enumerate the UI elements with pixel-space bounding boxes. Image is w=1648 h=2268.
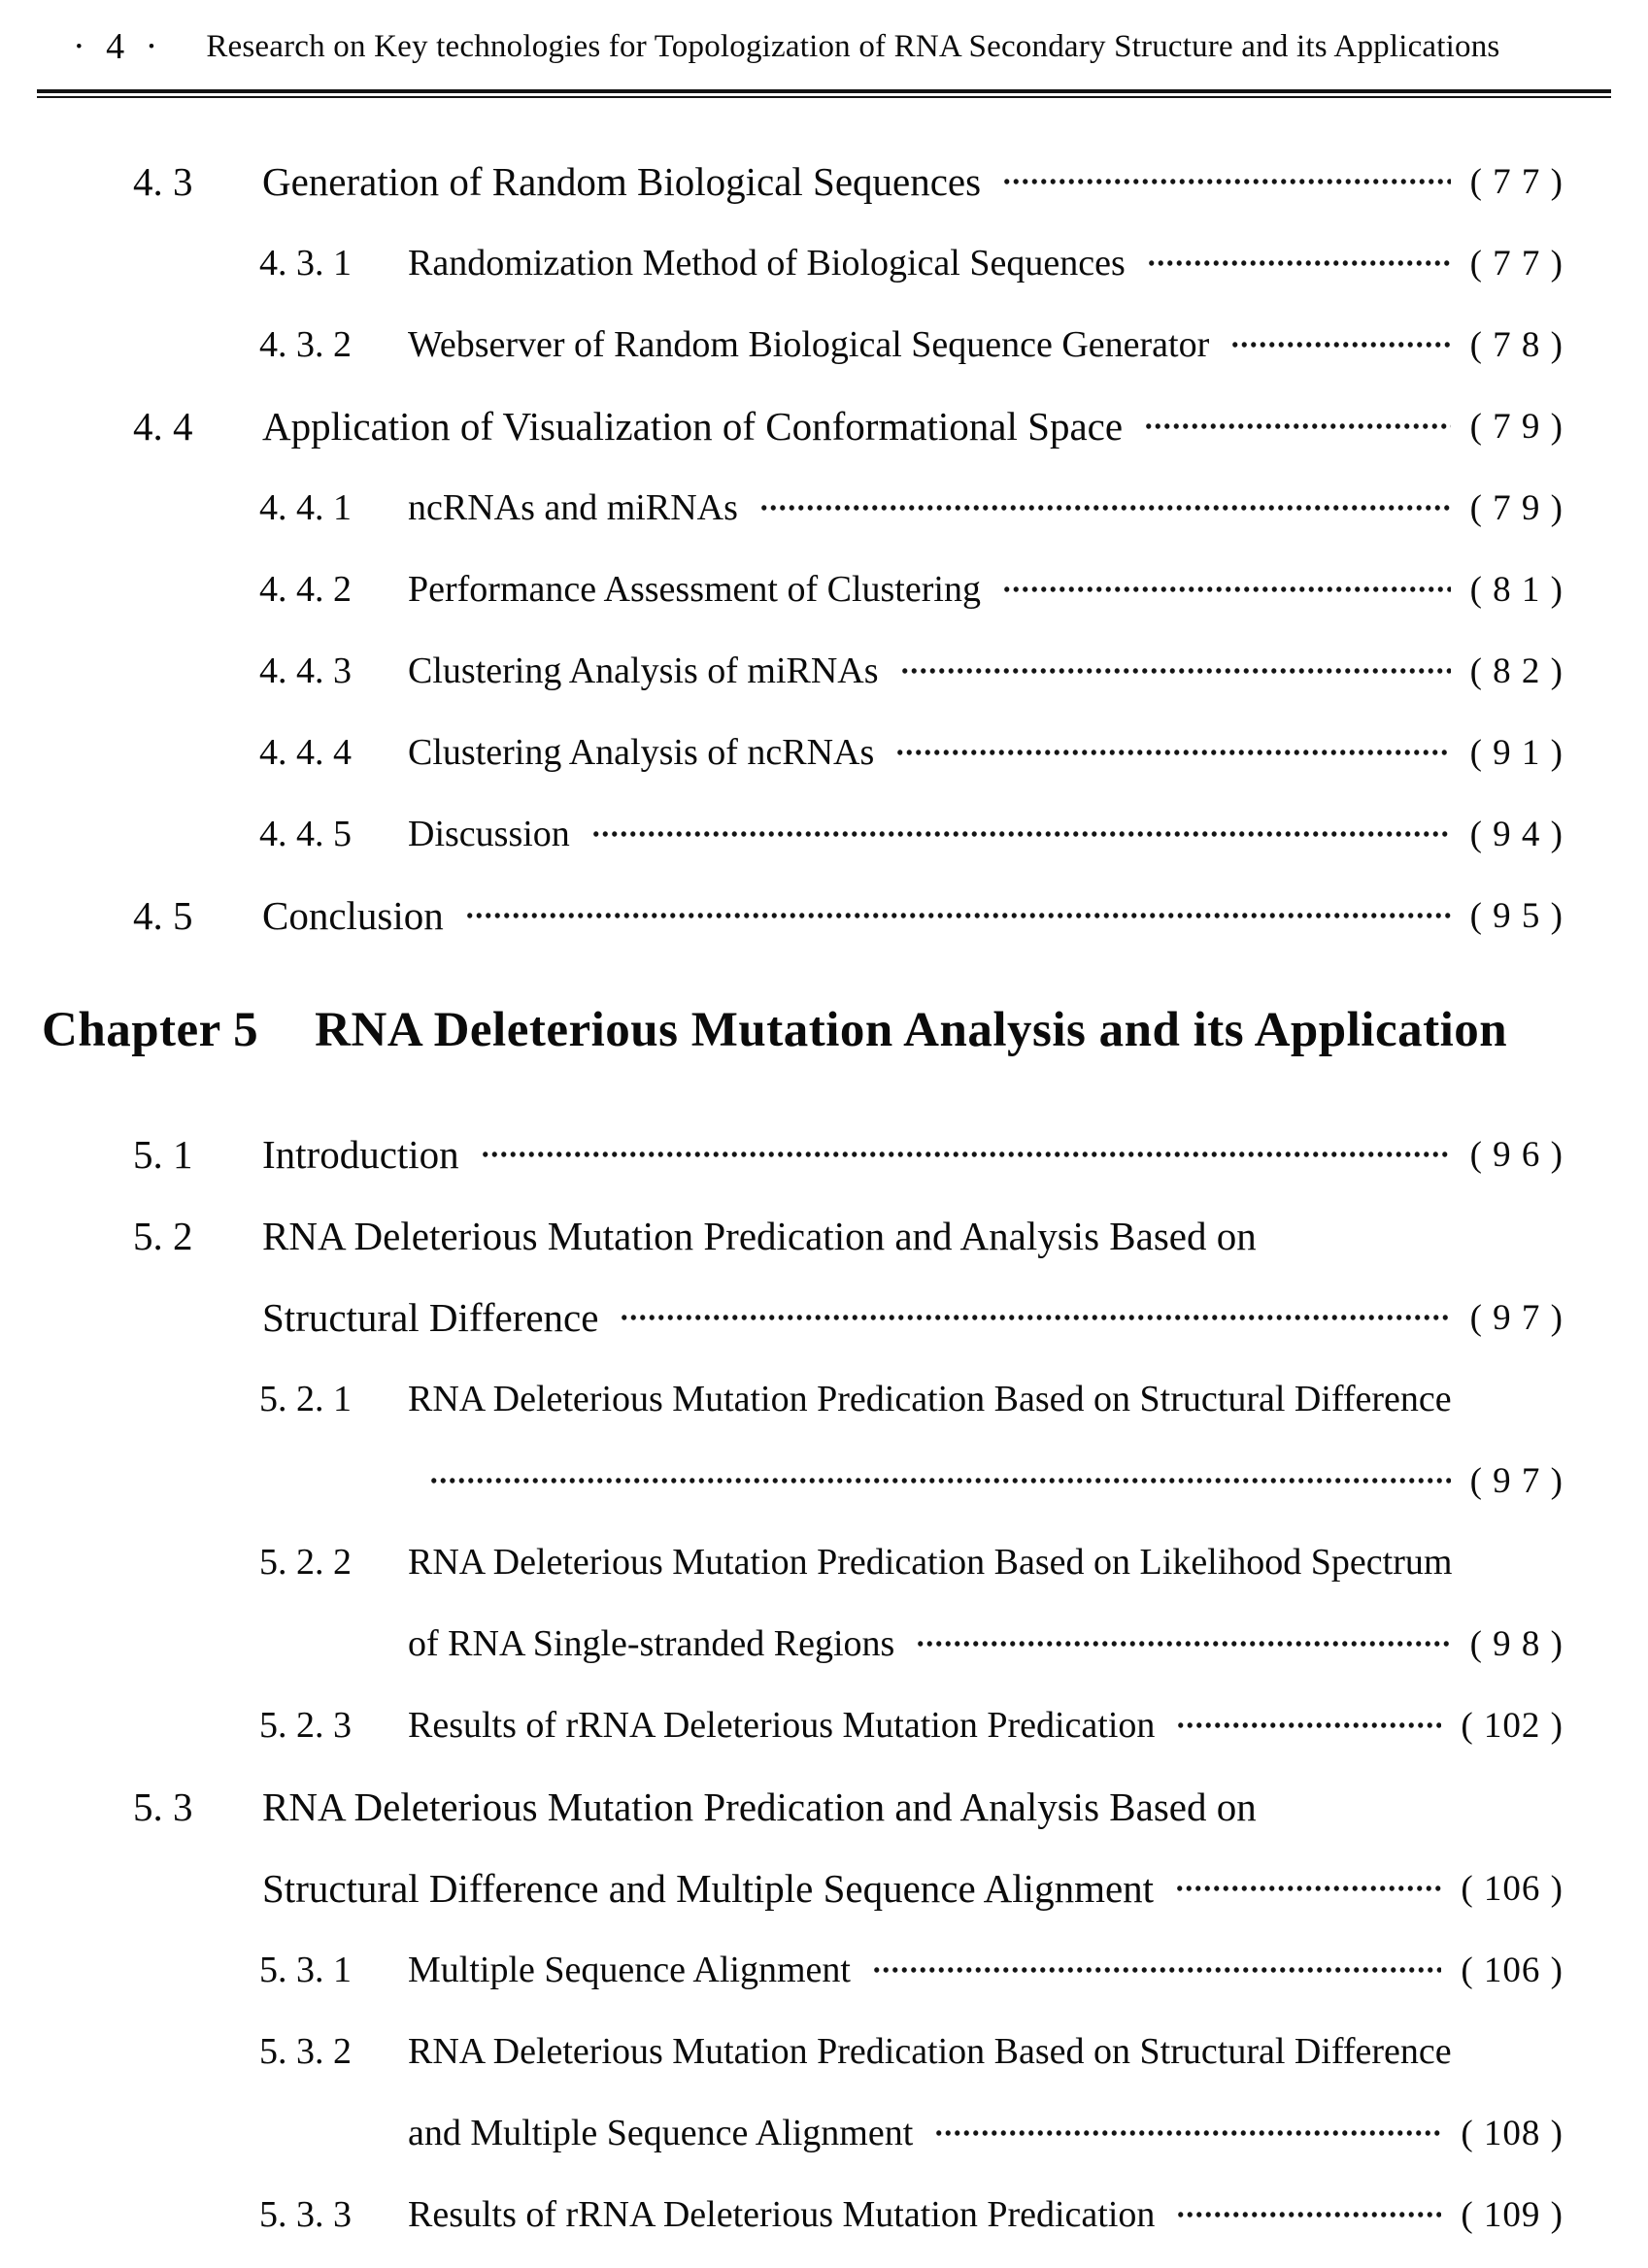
dot-leader (1002, 141, 1451, 222)
toc-entry-title: Structural Difference (262, 1295, 599, 1340)
toc-entry-line[interactable] (0, 875, 1648, 956)
toc-entry-title: Results of rRNA Deleterious Mutation Predication (408, 1705, 1156, 1746)
toc-entry-number: 5. 2. 1 (259, 1379, 352, 1419)
toc-entry-title: Application of Visualization of Conformational Space (262, 404, 1124, 449)
toc-entry-title: of RNA Single-stranded Regions (408, 1623, 895, 1664)
toc-entry-title: RNA Deleterious Mutation Predication and Analysis Based on (262, 1784, 1257, 1829)
toc-entry-number: 5. 3. 3 (259, 2194, 352, 2235)
toc-entry-number: 4. 4 (133, 404, 193, 449)
toc-entry-line[interactable] (0, 1848, 1648, 1929)
dot-leader (1002, 549, 1451, 630)
toc-entry-line[interactable] (0, 1929, 1648, 2011)
dot-leader (1230, 304, 1450, 385)
chapter5-toc-section (0, 1114, 1648, 2255)
toc-entry-title: Conclusion (262, 893, 444, 938)
toc-entry-page: ( 9 6 ) (1469, 1134, 1564, 1175)
toc-entry-title: Results of rRNA Deleterious Mutation Predication (408, 2194, 1156, 2235)
dot-leader (895, 712, 1450, 793)
toc-entry-page: ( 7 9 ) (1469, 406, 1564, 447)
toc-entry-title: RNA Deleterious Mutation Predication Based on Likelihood Spectrum (408, 1542, 1453, 1583)
toc-entry-number: 5. 2. 2 (259, 1542, 352, 1583)
toc-entry-number: 4. 5 (133, 893, 193, 938)
toc-entry-title: Performance Assessment of Clustering (408, 569, 981, 610)
toc-entry-page: ( 7 7 ) (1469, 161, 1564, 202)
toc-entry-page: ( 106 ) (1461, 1868, 1564, 1909)
toc-entry-number: 4. 3. 2 (259, 324, 352, 365)
toc-entry-line[interactable] (0, 1521, 1648, 1603)
dot-leader (1144, 385, 1451, 467)
toc-entry-page: ( 9 5 ) (1469, 895, 1564, 936)
toc-entry-page: ( 7 9 ) (1469, 487, 1564, 528)
toc-entry-line[interactable] (0, 1358, 1648, 1440)
toc-entry-line[interactable] (0, 549, 1648, 630)
toc-entry-title: Clustering Analysis of miRNAs (408, 650, 879, 691)
toc-entry-line[interactable] (0, 222, 1648, 304)
chapter4-toc-section (0, 141, 1648, 956)
page-header (0, 12, 1648, 82)
toc-entry-title: Clustering Analysis of ncRNAs (408, 732, 875, 773)
toc-entry-number: 4. 4. 4 (259, 732, 352, 773)
toc-entry-page: ( 8 1 ) (1469, 569, 1564, 610)
toc-entry-number: 4. 3 (133, 159, 193, 204)
toc-entry-page: ( 9 4 ) (1469, 814, 1564, 854)
dot-leader (429, 1440, 1451, 1521)
toc-entry-line[interactable] (0, 1195, 1648, 1277)
dot-leader (916, 1603, 1450, 1684)
toc-entry-title: Randomization Method of Biological Sequences (408, 243, 1126, 284)
toc-entry-title: RNA Deleterious Mutation Predication Based on Structural Difference (408, 2031, 1452, 2072)
toc-entry-number: 4. 4. 3 (259, 650, 352, 691)
dot-leader (591, 793, 1451, 875)
toc-entry-page: ( 9 7 ) (1469, 1297, 1564, 1338)
toc-entry-title: RNA Deleterious Mutation Predication and Analysis Based on (262, 1214, 1257, 1258)
toc-entry-title: and Multiple Sequence Alignment (408, 2113, 914, 2153)
toc-entry-page: ( 109 ) (1461, 2194, 1564, 2235)
toc-entry-number: 4. 4. 2 (259, 569, 352, 610)
toc-entry-page: ( 8 2 ) (1469, 650, 1564, 691)
dot-leader (465, 875, 1451, 956)
toc-entry-number: 4. 3. 1 (259, 243, 352, 284)
chapter-heading (0, 980, 1648, 1081)
toc-entry-line[interactable] (0, 304, 1648, 385)
toc-entry-page: ( 9 8 ) (1469, 1623, 1564, 1664)
toc-entry-line[interactable] (0, 467, 1648, 549)
toc-entry-line[interactable] (0, 2092, 1648, 2174)
dot-leader (759, 467, 1451, 549)
toc-entry-page: ( 9 7 ) (1469, 1460, 1564, 1501)
toc-entry-page: ( 7 8 ) (1469, 324, 1564, 365)
toc-entry-title: Multiple Sequence Alignment (408, 1950, 851, 1990)
running-title: Research on Key technologies for Topologization of RNA Secondary Structure and its Applications (206, 28, 1500, 64)
toc-entry-page: ( 106 ) (1461, 1950, 1564, 1990)
toc-entry-line[interactable] (0, 712, 1648, 793)
toc-entry-line[interactable] (0, 1766, 1648, 1848)
toc-entry-line[interactable] (0, 141, 1648, 222)
toc-entry-line[interactable] (0, 793, 1648, 875)
table-of-contents (0, 141, 1648, 2255)
toc-entry-title: Webserver of Random Biological Sequence Generator (408, 324, 1210, 365)
toc-entry-number: 4. 4. 1 (259, 487, 352, 528)
toc-entry-number: 5. 2. 3 (259, 1705, 352, 1746)
toc-entry-title: Introduction (262, 1132, 459, 1177)
toc-entry-line[interactable] (0, 385, 1648, 467)
toc-entry-number: 5. 3 (133, 1784, 193, 1829)
toc-entry-number: 5. 3. 2 (259, 2031, 352, 2072)
chapter-title: RNA Deleterious Mutation Analysis and its Application (315, 1003, 1508, 1057)
dot-leader (620, 1277, 1450, 1358)
dot-leader (900, 630, 1451, 712)
dot-leader (1176, 1684, 1441, 1766)
toc-entry-title: RNA Deleterious Mutation Predication Based on Structural Difference (408, 1379, 1452, 1419)
dot-leader (872, 1929, 1441, 2011)
toc-entry-number: 5. 2 (133, 1214, 193, 1258)
toc-entry-line[interactable] (0, 1114, 1648, 1195)
dot-leader (481, 1114, 1451, 1195)
dot-leader (934, 2092, 1441, 2174)
toc-entry-line[interactable] (0, 1277, 1648, 1358)
toc-entry-page: ( 9 1 ) (1469, 732, 1564, 773)
toc-entry-page: ( 7 7 ) (1469, 243, 1564, 284)
toc-entry-page: ( 102 ) (1461, 1705, 1564, 1746)
toc-entry-title: Structural Difference and Multiple Sequence Alignment (262, 1866, 1155, 1911)
dot-leader (1147, 222, 1451, 304)
toc-entry-page: ( 108 ) (1461, 2113, 1564, 2153)
toc-entry-line[interactable] (0, 2174, 1648, 2255)
toc-entry-number: 5. 1 (133, 1132, 193, 1177)
toc-entry-line[interactable] (0, 1440, 1648, 1521)
page-number-marker: · 4 · (73, 26, 164, 67)
toc-entry-line[interactable] (0, 1684, 1648, 1766)
toc-entry-title: Generation of Random Biological Sequences (262, 159, 982, 204)
toc-entry-number: 5. 3. 1 (259, 1950, 352, 1990)
toc-entry-line[interactable] (0, 630, 1648, 712)
toc-entry-line[interactable] (0, 2011, 1648, 2092)
toc-entry-number: 4. 4. 5 (259, 814, 352, 854)
toc-entry-title: Discussion (408, 814, 570, 854)
toc-entry-line[interactable] (0, 1603, 1648, 1684)
header-rule (37, 89, 1611, 98)
dot-leader (1176, 2174, 1441, 2255)
toc-entry-title: ncRNAs and miRNAs (408, 487, 738, 528)
dot-leader (1175, 1848, 1441, 1929)
chapter-label: Chapter 5 (42, 1003, 259, 1057)
